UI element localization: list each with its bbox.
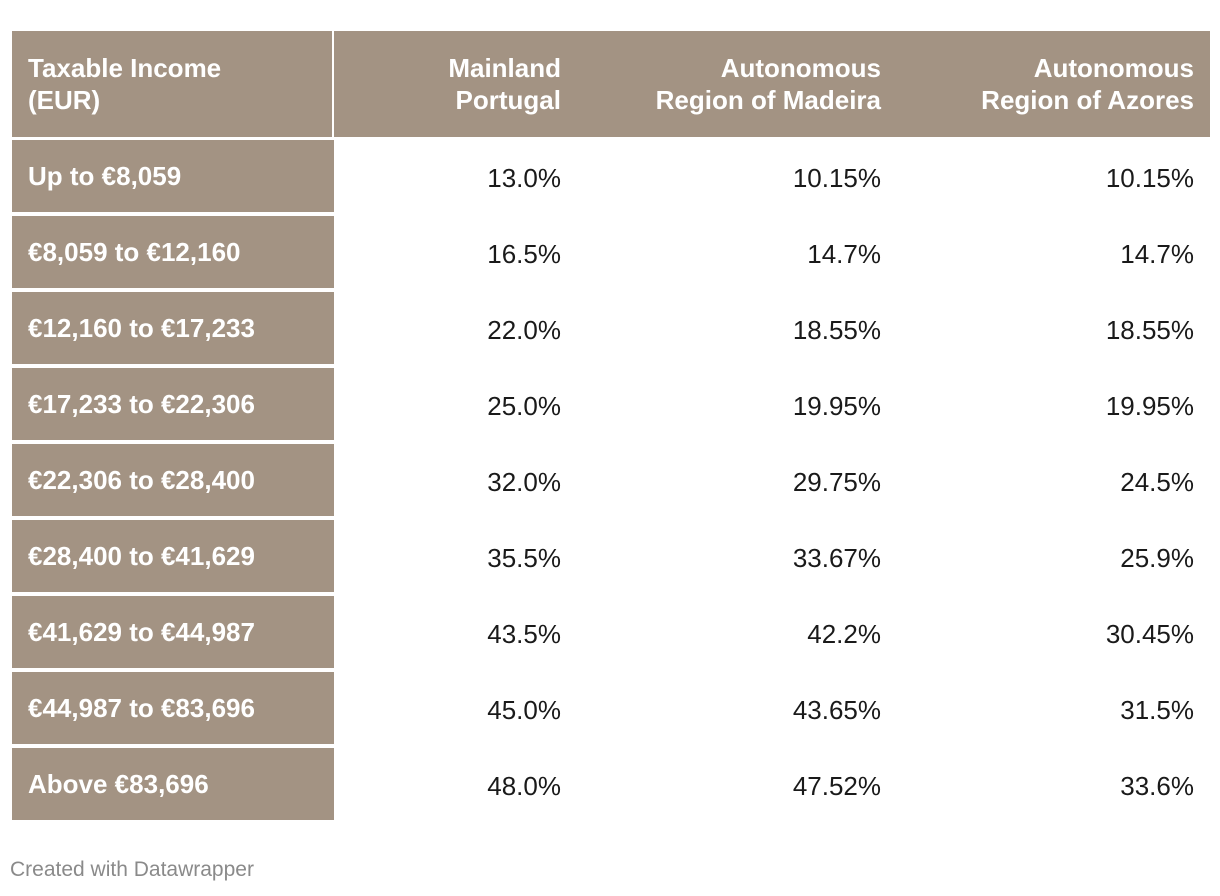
tax-rate-table xyxy=(12,31,1210,824)
mainland-rate-cell: 35.5% xyxy=(487,542,561,573)
header-mainland xyxy=(334,31,561,137)
mainland-rate-cell: 43.5% xyxy=(487,618,561,649)
madeira-rate-cell: 43.65% xyxy=(792,694,881,725)
mainland-rate-cell: 16.5% xyxy=(487,238,561,269)
table-row xyxy=(12,748,1210,824)
azores-rate-cell: 18.55% xyxy=(1105,314,1194,345)
income-bracket-cell: €41,629 to €44,987 xyxy=(12,596,334,672)
table-row xyxy=(12,140,1210,216)
azores-rate-cell: 33.6% xyxy=(1120,770,1194,801)
madeira-rate-cell: 14.7% xyxy=(807,238,881,269)
azores-rate-cell: 19.95% xyxy=(1105,390,1194,421)
madeira-rate-cell: 29.75% xyxy=(792,466,881,497)
income-bracket-cell: €44,987 to €83,696 xyxy=(12,672,334,748)
table-row xyxy=(12,292,1210,368)
header-mainland-label: Mainland Portugal xyxy=(448,53,561,115)
header-madeira-label: Autonomous Region of Madeira xyxy=(655,53,881,115)
table-row xyxy=(12,368,1210,444)
table-body xyxy=(12,140,1210,824)
azores-rate-cell: 30.45% xyxy=(1105,618,1194,649)
azores-rate-cell: 31.5% xyxy=(1120,694,1194,725)
madeira-rate-cell: 18.55% xyxy=(792,314,881,345)
mainland-rate-cell: 45.0% xyxy=(487,694,561,725)
income-bracket-cell: €12,160 to €17,233 xyxy=(12,292,334,368)
mainland-rate-cell: 22.0% xyxy=(487,314,561,345)
table-header-row xyxy=(12,31,1210,140)
income-bracket-cell: €28,400 to €41,629 xyxy=(12,520,334,596)
madeira-rate-cell: 19.95% xyxy=(792,390,881,421)
table-row xyxy=(12,444,1210,520)
madeira-rate-cell: 47.52% xyxy=(792,770,881,801)
income-bracket-cell: €8,059 to €12,160 xyxy=(12,216,334,292)
income-bracket-cell: €22,306 to €28,400 xyxy=(12,444,334,520)
madeira-rate-cell: 33.67% xyxy=(792,542,881,573)
mainland-rate-cell: 13.0% xyxy=(487,162,561,193)
azores-rate-cell: 10.15% xyxy=(1105,162,1194,193)
mainland-rate-cell: 25.0% xyxy=(487,390,561,421)
mainland-rate-cell: 48.0% xyxy=(487,770,561,801)
mainland-rate-cell: 32.0% xyxy=(487,466,561,497)
income-bracket-cell: €17,233 to €22,306 xyxy=(12,368,334,444)
azores-rate-cell: 14.7% xyxy=(1120,238,1194,269)
datawrapper-credit: Created with Datawrapper xyxy=(10,858,254,881)
table-row xyxy=(12,672,1210,748)
income-bracket-cell: Up to €8,059 xyxy=(12,140,334,216)
azores-rate-cell: 24.5% xyxy=(1120,466,1194,497)
madeira-rate-cell: 42.2% xyxy=(807,618,881,649)
madeira-rate-cell: 10.15% xyxy=(792,162,881,193)
header-azores xyxy=(881,31,1194,137)
azores-rate-cell: 25.9% xyxy=(1120,542,1194,573)
income-bracket-cell: Above €83,696 xyxy=(12,748,334,824)
header-taxable-income xyxy=(12,31,334,137)
header-madeira xyxy=(561,31,881,137)
header-azores-label: Autonomous Region of Azores xyxy=(981,53,1194,115)
table-row xyxy=(12,216,1210,292)
table-row xyxy=(12,596,1210,672)
table-row xyxy=(12,520,1210,596)
header-taxable-income-label: Taxable Income (EUR) xyxy=(28,53,222,115)
